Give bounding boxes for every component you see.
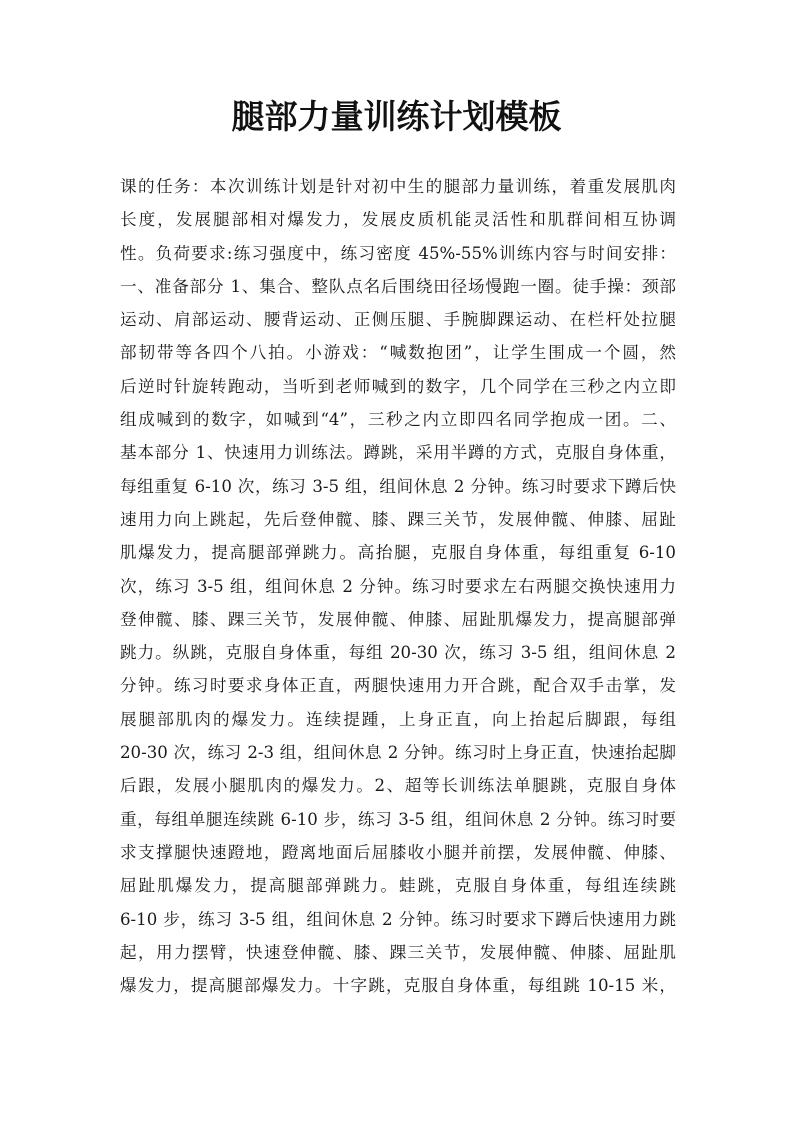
document-body [120,170,676,1002]
body-line: 基本部分 1、快速用力训练法。蹲跳，采用半蹲的方式，克服自身体重， [120,443,676,463]
body-line: 登伸髋、膝、踝三关节，发展伸髋、伸膝、屈趾肌爆发力，提高腿部弹 [120,609,676,629]
body-line: 后跟，发展小腿肌肉的爆发力。2、超等长训练法单腿跳，克服自身体 [120,776,676,796]
body-line: 运动、肩部运动、腰背运动、正侧压腿、手腕脚踝运动、在栏杆处拉腿 [120,310,676,330]
body-line: 长度，发展腿部相对爆发力，发展皮质机能灵活性和肌群间相互协调 [120,210,676,230]
body-line: 展腿部肌肉的爆发力。连续提踵，上身正直，向上抬起后脚跟，每组 [120,709,676,729]
body-line: 屈趾肌爆发力，提高腿部弹跳力。蛙跳，克服自身体重，每组连续跳 [120,876,676,896]
body-line: 次，练习 3-5 组，组间休息 2 分钟。练习时要求左右两腿交换快速用力 [120,576,676,596]
body-line: 求支撑腿快速蹬地，蹬离地面后屈膝收小腿并前摆，发展伸髋、伸膝、 [120,842,676,862]
body-line: 分钟。练习时要求身体正直，两腿快速用力开合跳，配合双手击掌，发 [120,676,676,696]
document-title: 腿部力量训练计划模板 [231,97,562,136]
body-line: 部韧带等各四个八拍。小游戏：“喊数抱团”，让学生围成一个圆，然 [120,343,676,363]
body-line: 肌爆发力，提高腿部弹跳力。高抬腿，克服自身体重，每组重复 6-10 [120,543,676,563]
body-line: 后逆时针旋转跑动，当听到老师喊到的数字，几个同学在三秒之内立即 [120,376,676,396]
body-line: 一、准备部分 1、集合、整队点名后围绕田径场慢跑一圈。徒手操：颈部 [120,276,676,296]
body-line: 20-30 次，练习 2-3 组，组间休息 2 分钟。练习时上身正直，快速抬起脚 [120,743,676,763]
body-line: 每组重复 6-10 次，练习 3-5 组，组间休息 2 分钟。练习时要求下蹲后快 [120,476,676,496]
body-line: 课的任务：本次训练计划是针对初中生的腿部力量训练，着重发展肌肉 [120,177,676,196]
body-line: 重，每组单腿连续跳 6-10 步，练习 3-5 组，组间休息 2 分钟。练习时要 [120,809,676,829]
body-line: 6-10 步，练习 3-5 组，组间休息 2 分钟。练习时要求下蹲后快速用力跳 [120,909,676,929]
body-line: 跳力。纵跳，克服自身体重，每组 20-30 次，练习 3-5 组，组间休息 2 [120,643,676,663]
body-line: 起，用力摆臂，快速登伸髋、膝、踝三关节，发展伸髋、伸膝、屈趾肌 [120,942,676,962]
body-line: 组成喊到的数字，如喊到“4”，三秒之内立即四名同学抱成一团。二、 [120,410,676,430]
body-line: 性。负荷要求:练习强度中，练习密度 45%-55%训练内容与时间安排： [120,243,676,263]
body-line: 爆发力，提高腿部爆发力。十字跳，克服自身体重，每组跳 10-15 米， [120,976,676,996]
body-line: 速用力向上跳起，先后登伸髋、膝、踝三关节，发展伸髋、伸膝、屈趾 [120,509,676,529]
